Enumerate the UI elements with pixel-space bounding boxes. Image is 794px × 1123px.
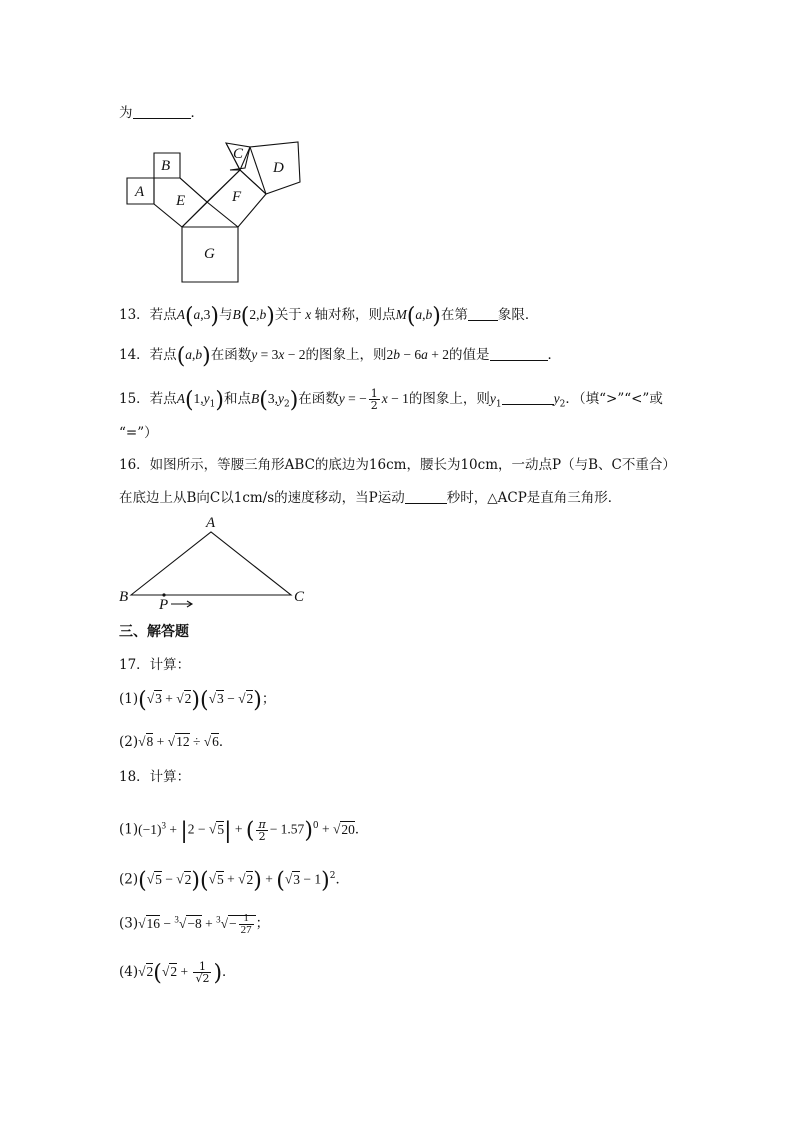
label-F: F	[232, 189, 242, 205]
label-C: C	[233, 146, 244, 162]
label-A2: A	[206, 515, 216, 531]
question-18-part2: $(2)(√5 - √2)(√5 + √2) + (√3 - 1)^2$．	[119, 868, 349, 894]
question-17-title: 17．计算：	[119, 657, 191, 673]
question-15: 15．若点$A(1,y_1)$和点$B(3,y_2)$在函数y = − $\frac{1}{2}$ x − 1的图象上，则$y_1$ $y_2$．（填“>”“<”或	[119, 387, 663, 413]
question-18-part3: (3)√16 − $^3$√−8 + $^3$√− $\frac{1}{27}$ ；	[119, 911, 270, 936]
question-15-line2: “=”）	[119, 425, 158, 441]
label-B2: B	[119, 589, 129, 605]
label-C2: C	[294, 589, 305, 605]
question-18-part4: (4)√2(√2 + $\frac{1}{√2}$ )．	[119, 960, 236, 986]
intro-line: 为 ．	[119, 105, 204, 121]
label-A: A	[135, 184, 145, 200]
question-17-part2: (2)√8 + √12 ÷ √6．	[119, 734, 233, 750]
question-18-title: 18．计算：	[119, 769, 191, 785]
section-title: 三、解答题	[119, 624, 189, 640]
label-P: P	[159, 597, 169, 613]
label-D: D	[273, 160, 284, 176]
question-16-line2: 在底边上从B向C以1cm/s的速度移动，当P运动 秒时，△ACP是直角三角形．	[119, 490, 622, 506]
label-B: B	[161, 158, 171, 174]
question-16: 16．如图所示，等腰三角形ABC的底边为16cm，腰长为10cm，一动点P（与B、C不重合）	[119, 457, 676, 473]
intro-text: 为	[119, 105, 133, 121]
label-G: G	[204, 246, 215, 262]
question-17-part1: (1)(√3 + √2)(√3 − √2)；	[119, 688, 276, 713]
question-14: 14．若点(a,b)在函数y = 3x − 2的图象上，则2b − 6a + 2的值是 ．	[119, 344, 561, 369]
question-18-part1: $(1)(-1)^3 + |2 - √5|$ + ( $\frac{\pi}{2}$ − 1.57)$^0$ + √20．	[119, 817, 369, 844]
question-13: 13．若点A(a,3)与B(2,b)关于 x 轴对称，则点M(a,b)在第 象限．	[119, 304, 539, 329]
label-E: E	[176, 193, 186, 209]
